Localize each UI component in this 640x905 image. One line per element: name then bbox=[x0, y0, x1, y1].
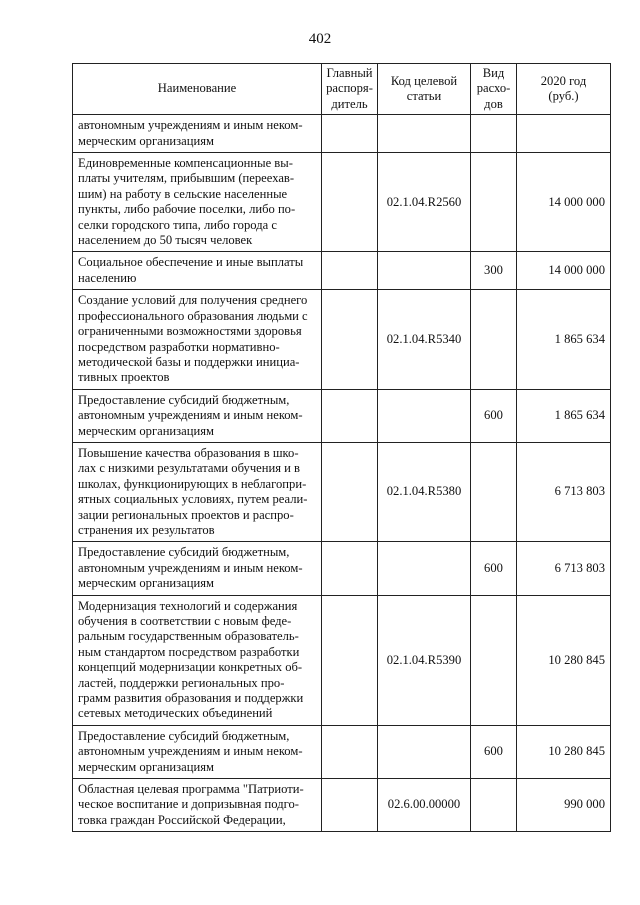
cell-name-line: мерческим организациям bbox=[78, 133, 214, 148]
cell-amount: 990 000 bbox=[517, 779, 611, 832]
cell-amount bbox=[517, 115, 611, 153]
cell-name-line: обучения в соответствии с новым феде- bbox=[78, 614, 292, 628]
cell-code bbox=[378, 542, 471, 595]
cell-name-line: товка граждан Российской Федерации, bbox=[78, 812, 286, 827]
table-row bbox=[73, 252, 611, 290]
budget-table bbox=[72, 63, 611, 832]
cell-name-line: лах с низкими результатами обучения и в bbox=[78, 461, 300, 476]
cell-admin bbox=[322, 153, 378, 252]
table-row bbox=[73, 389, 611, 442]
header-name-text: Наименование bbox=[157, 81, 237, 96]
cell-admin bbox=[322, 115, 378, 153]
table-row bbox=[73, 290, 611, 389]
cell-type: 600 bbox=[471, 725, 517, 778]
cell-name-line: мерческим организациям bbox=[78, 423, 214, 438]
cell-admin bbox=[322, 389, 378, 442]
cell-admin bbox=[322, 290, 378, 389]
cell-name-line: Создание условий для получения среднего bbox=[78, 293, 308, 308]
cell-name-line: посредством разработки нормативно- bbox=[78, 339, 280, 354]
cell-name-line: зации региональных проектов и распро- bbox=[78, 507, 294, 522]
cell-name bbox=[73, 252, 322, 290]
cell-amount: 1 865 634 bbox=[517, 290, 611, 389]
cell-name-line: автономным учреждениям и иным неком- bbox=[78, 118, 303, 133]
cell-admin bbox=[322, 725, 378, 778]
cell-name-line: тивных проектов bbox=[78, 370, 170, 385]
cell-name-line: Единовременные компенсационные вы- bbox=[78, 156, 293, 171]
cell-name-line: платы учителям, прибывшим (переехав- bbox=[78, 171, 295, 186]
cell-admin bbox=[322, 595, 378, 725]
cell-code bbox=[378, 725, 471, 778]
cell-amount: 14 000 000 bbox=[517, 252, 611, 290]
cell-code bbox=[378, 389, 471, 442]
table-row bbox=[73, 115, 611, 153]
cell-name-line: странения их результатов bbox=[78, 522, 215, 537]
header-amount bbox=[517, 64, 611, 115]
header-code-line: статьи bbox=[406, 89, 442, 104]
cell-name-line: мерческим организациям bbox=[78, 759, 214, 774]
cell-name bbox=[73, 389, 322, 442]
cell-name-line: Модернизация технологий и содержания bbox=[78, 598, 298, 613]
cell-name-line: населению bbox=[78, 270, 137, 285]
cell-name-line: ятных социальных условиях, путем реали- bbox=[78, 492, 308, 507]
cell-type: 600 bbox=[471, 542, 517, 595]
cell-name-line: шим) на работу в сельские населенные bbox=[78, 186, 288, 201]
table-row bbox=[73, 542, 611, 595]
header-code bbox=[378, 64, 471, 115]
cell-type bbox=[471, 779, 517, 832]
cell-code bbox=[378, 115, 471, 153]
cell-type bbox=[471, 115, 517, 153]
header-admin bbox=[322, 64, 378, 115]
cell-name bbox=[73, 290, 322, 389]
header-type bbox=[471, 64, 517, 115]
cell-name-line: автономным учреждениям и иным неком- bbox=[78, 560, 303, 575]
page-number: 402 bbox=[308, 31, 332, 47]
cell-name-line: селки городского типа, либо города с bbox=[78, 217, 277, 232]
cell-name bbox=[73, 442, 322, 541]
cell-amount: 6 713 803 bbox=[517, 442, 611, 541]
table-row bbox=[73, 595, 611, 725]
cell-name bbox=[73, 725, 322, 778]
cell-name-line: сетевых методических объединений bbox=[78, 706, 273, 721]
cell-name-line: грамм развития образования и поддержки bbox=[78, 691, 304, 706]
cell-name-line: автономным учреждениям и иным неком- bbox=[78, 408, 303, 423]
cell-name-line: пункты, либо рабочие поселки, либо по- bbox=[78, 202, 296, 217]
cell-name-line: Повышение качества образования в шко- bbox=[78, 445, 299, 460]
cell-amount: 10 280 845 bbox=[517, 595, 611, 725]
cell-admin bbox=[322, 442, 378, 541]
cell-amount: 10 280 845 bbox=[517, 725, 611, 778]
header-type-line: Вид bbox=[482, 66, 505, 80]
cell-name-line: профессионального образования людьми с bbox=[78, 308, 308, 323]
cell-admin bbox=[322, 252, 378, 290]
cell-name-line: Предоставление субсидий бюджетным, bbox=[78, 728, 290, 743]
cell-name-line: автономным учреждениям и иным неком- bbox=[78, 744, 303, 759]
cell-name-line: ральным государственным образователь- bbox=[78, 629, 299, 644]
cell-name bbox=[73, 542, 322, 595]
cell-type: 300 bbox=[471, 252, 517, 290]
header-type-line: расхо- bbox=[476, 81, 511, 96]
cell-code: 02.1.04.R5340 bbox=[378, 290, 471, 389]
header-admin-line: дитель bbox=[331, 96, 368, 111]
cell-code: 02.1.04.R5390 bbox=[378, 595, 471, 725]
cell-type bbox=[471, 153, 517, 252]
cell-name-line: ческое воспитание и допризывная подго- bbox=[78, 797, 299, 812]
header-admin-line: распоря- bbox=[326, 81, 373, 96]
header-amount-line: 2020 год bbox=[540, 73, 587, 88]
cell-name-line: Предоставление субсидий бюджетным, bbox=[78, 392, 290, 407]
cell-name bbox=[73, 153, 322, 252]
cell-type: 600 bbox=[471, 389, 517, 442]
header-type-line: дов bbox=[484, 96, 503, 111]
cell-type bbox=[471, 595, 517, 725]
header-admin-line: Главный bbox=[326, 66, 373, 80]
header-amount-line: (руб.) bbox=[548, 89, 579, 104]
cell-amount: 1 865 634 bbox=[517, 389, 611, 442]
cell-name-line: концепций модернизации конкретных об- bbox=[78, 660, 303, 675]
cell-name-line: школах, функционирующих в неблагопри- bbox=[78, 476, 307, 491]
cell-amount: 6 713 803 bbox=[517, 542, 611, 595]
cell-code: 02.1.04.R2560 bbox=[378, 153, 471, 252]
table-row bbox=[73, 779, 611, 832]
header-name bbox=[73, 64, 322, 115]
table-row bbox=[73, 725, 611, 778]
cell-name bbox=[73, 595, 322, 725]
cell-name-line: населением до 50 тысяч человек bbox=[78, 233, 253, 248]
cell-code: 02.6.00.00000 bbox=[378, 779, 471, 832]
cell-admin bbox=[322, 542, 378, 595]
cell-name-line: ограниченными возможностями здоровья bbox=[78, 324, 302, 339]
cell-name-line: Предоставление субсидий бюджетным, bbox=[78, 545, 290, 560]
cell-name-line: Социальное обеспечение и иные выплаты bbox=[78, 255, 304, 270]
header-row bbox=[73, 64, 611, 115]
table-row bbox=[73, 153, 611, 252]
cell-name-line: ным стандартом посредством разработки bbox=[78, 644, 300, 659]
cell-amount: 14 000 000 bbox=[517, 153, 611, 252]
cell-name bbox=[73, 115, 322, 153]
cell-name-line: Областная целевая программа "Патриоти- bbox=[78, 782, 304, 797]
table-row bbox=[73, 442, 611, 541]
cell-code bbox=[378, 252, 471, 290]
cell-code: 02.1.04.R5380 bbox=[378, 442, 471, 541]
cell-name bbox=[73, 779, 322, 832]
cell-name-line: мерческим организациям bbox=[78, 576, 214, 591]
cell-admin bbox=[322, 779, 378, 832]
header-code-line: Код целевой bbox=[390, 73, 458, 88]
cell-type bbox=[471, 290, 517, 389]
cell-name-line: методической базы и поддержки инициа- bbox=[78, 354, 300, 369]
cell-name-line: ластей, поддержки региональных про- bbox=[78, 675, 285, 690]
cell-type bbox=[471, 442, 517, 541]
